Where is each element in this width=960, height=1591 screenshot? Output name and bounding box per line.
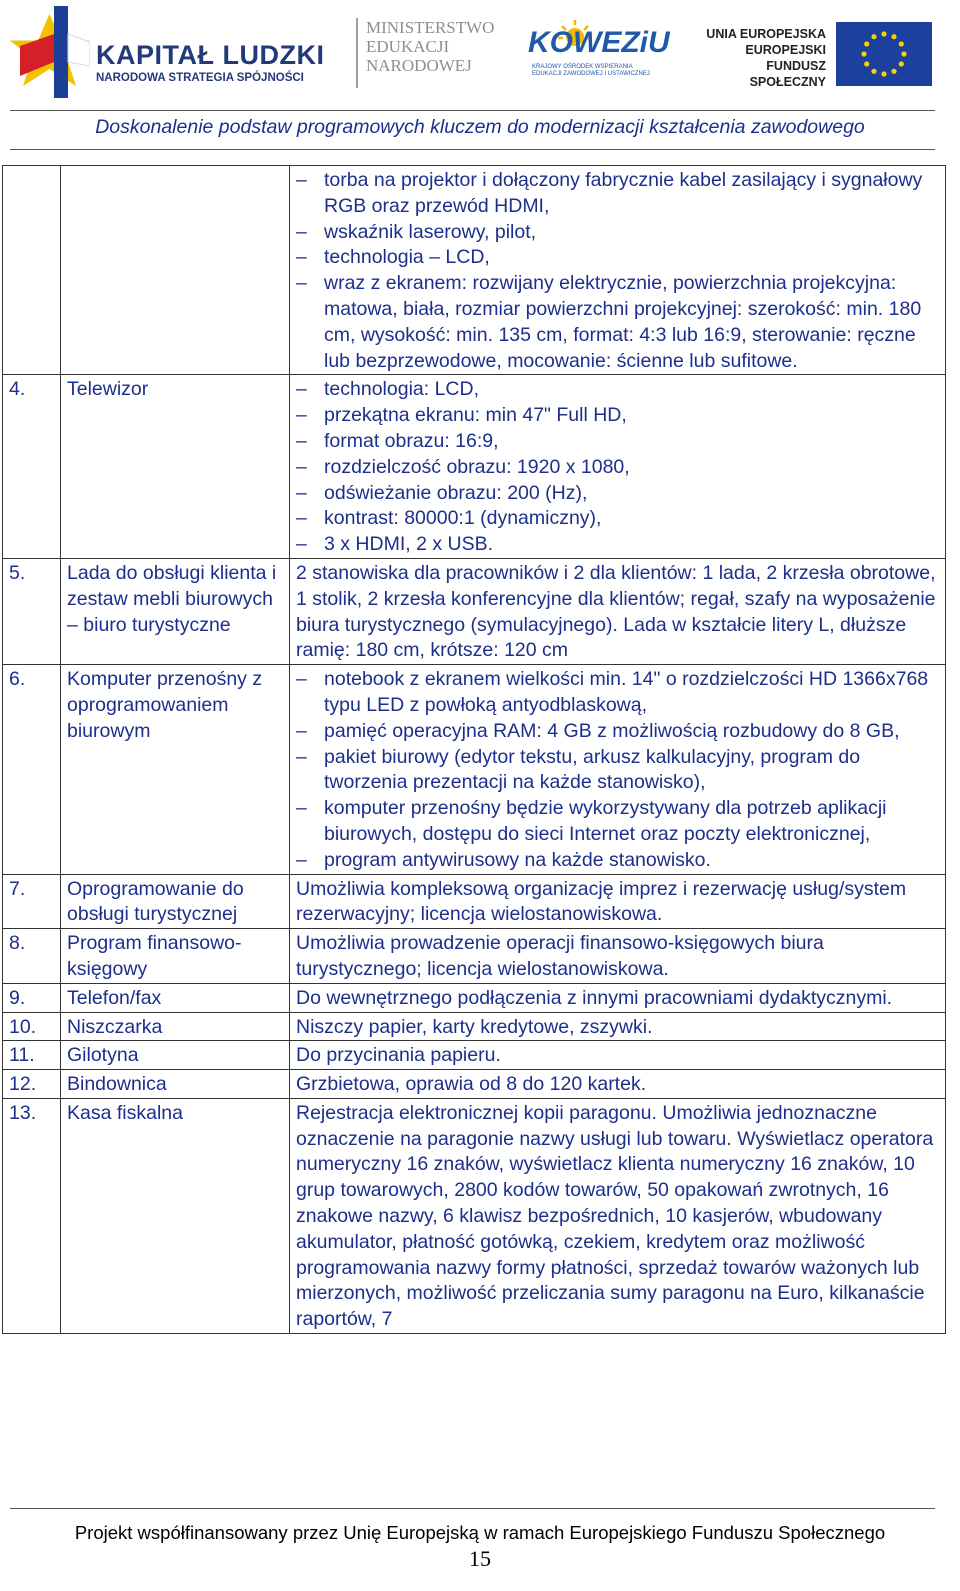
row-description: Rejestracja elektronicznej kopii paragonu. Umożliwia jednoznaczne oznaczenie na paragonie nazwy usługi lub towaru. Wyświetlacz operatora numeryczny 16 znaków, wyświetlacz klienta numeryczny 16 znaków, 10 grup towarowych, 2800 kodów towarów, 50 opakowań zwrotnych, 16 znakowe nazwy, 6 klawisz bezpośrednich, 10 kasjerów, wbudowany akumulator, płatność gotówką, czekiem, kredytem oraz możliwość programowania nazwy formy płatności, sprzedaż towarów ważonych lub mierzonych, możliwość przeliczania sumy paragonu na Euro, kilkanaście raportów, 7: [290, 1098, 946, 1333]
men-logo-line: NARODOWEJ: [366, 56, 472, 75]
row-number: 10.: [3, 1012, 61, 1041]
list-item: – rozdzielczość obrazu: 1920 x 1080,: [296, 455, 939, 481]
list-item: – kontrast: 80000:1 (dynamiczny),: [296, 506, 939, 532]
row-description: Do wewnętrznego podłączenia z innymi pracowniami dydaktycznymi.: [290, 983, 946, 1012]
row-description: [290, 375, 946, 559]
row-name: Komputer przenośny z oprogramowaniem biurowym: [61, 665, 290, 874]
row-name: Kasa fiskalna: [61, 1098, 290, 1333]
eu-logo-line: FUNDUSZ SPOŁECZNY: [749, 59, 826, 89]
list-item: – pakiet biurowy (edytor tekstu, arkusz kalkulacyjny, program do tworzenia prezentacji na każde stanowisko),: [296, 745, 939, 797]
list-item: – 3 x HDMI, 2 x USB.: [296, 532, 939, 558]
row-name: Lada do obsługi klienta i zestaw mebli biurowych – biuro turystyczne: [61, 558, 290, 664]
list-item: – komputer przenośny będzie wykorzystywany dla potrzeb aplikacji biurowych, dostępu do sieci Internet oraz poczty elektronicznej,: [296, 796, 939, 848]
list-item: – wskaźnik laserowy, pilot,: [296, 220, 939, 246]
kapital-ludzki-star-icon: [10, 6, 90, 102]
row-name: Gilotyna: [61, 1041, 290, 1070]
row-number: [3, 166, 61, 375]
page-header-title: Doskonalenie podstaw programowych kluczem do modernizacji kształcenia zawodowego: [95, 116, 865, 138]
row-name: Program finansowo-księgowy: [61, 929, 290, 984]
kapital-ludzki-subtitle: NARODOWA STRATEGIA SPÓJNOŚCI: [96, 72, 304, 84]
eu-flag-icon: [836, 22, 932, 86]
header-divider: [10, 110, 935, 111]
row-number: 7.: [3, 874, 61, 929]
equipment-table: [2, 165, 946, 1334]
list-item: – notebook z ekranem wielkości min. 14" o rozdzielczości HD 1366x768 typu LED z powłoką antyodblaskową,: [296, 667, 939, 719]
footer-text: Projekt współfinansowany przez Unię Europejską w ramach Europejskiego Funduszu Społecznego: [74, 1522, 886, 1543]
kowezu-logo: [528, 20, 670, 84]
row-number: 12.: [3, 1070, 61, 1099]
list-item: – program antywirusowy na każde stanowisko.: [296, 848, 939, 874]
row-description: Niszczy papier, karty kredytowe, zszywki.: [290, 1012, 946, 1041]
list-item: – torba na projektor i dołączony fabrycznie kabel zasilający i sygnałowy RGB oraz przewód HDMI,: [296, 168, 939, 220]
row-number: 8.: [3, 929, 61, 984]
row-name: Oprogramowanie do obsługi turystycznej: [61, 874, 290, 929]
table-row: [3, 665, 946, 874]
list-item: – wraz z ekranem: rozwijany elektrycznie, powierzchnia projekcyjna: matowa, biała, rozmiar powierzchni projekcyjnej: szerokość: min. 180 cm, wysokość: min. 135 cm, format: 4:3 lub 16:9, sterowanie: ręczne lub bezprzewodowe, mocowanie: ścienne lub sufitowe.: [296, 271, 939, 374]
men-logo: [356, 18, 516, 88]
table-row: [3, 874, 946, 929]
row-name: Telewizor: [61, 375, 290, 559]
table-row: [3, 1012, 946, 1041]
header-divider: [10, 149, 935, 150]
men-logo-line: MINISTERSTWO: [366, 18, 495, 37]
row-description: [290, 665, 946, 874]
footer-divider: [10, 1508, 935, 1509]
row-number: 5.: [3, 558, 61, 664]
table-row: [3, 1070, 946, 1099]
row-name: Telefon/fax: [61, 983, 290, 1012]
eu-logo: [700, 18, 940, 88]
list-item: – przekątna ekranu: min 47" Full HD,: [296, 403, 939, 429]
row-number: 4.: [3, 375, 61, 559]
list-item: – pamięć operacyjna RAM: 4 GB z możliwością rozbudowy do 8 GB,: [296, 719, 939, 745]
row-number: 13.: [3, 1098, 61, 1333]
row-description: Umożliwia prowadzenie operacji finansowo-księgowych biura turystycznego; licencja wielostanowiskowa.: [290, 929, 946, 984]
men-logo-line: EDUKACJI: [366, 37, 450, 56]
row-description: Umożliwia kompleksową organizację imprez i rezerwację usług/system rezerwacyjny; licencja wielostanowiskowa.: [290, 874, 946, 929]
row-name: Niszczarka: [61, 1012, 290, 1041]
row-number: 11.: [3, 1041, 61, 1070]
kapital-ludzki-title: KAPITAŁ LUDZKI: [96, 40, 325, 70]
list-item: – technologia: LCD,: [296, 377, 939, 403]
row-description: [290, 166, 946, 375]
row-name: [61, 166, 290, 375]
kowezu-subtitle: KRAJOWY OŚRODEK WSPIERANIA EDUKACJI ZAWODOWEJ I USTAWICZNEJ: [532, 64, 650, 77]
kapital-ludzki-logo: [10, 6, 325, 102]
list-item: – technologia – LCD,: [296, 245, 939, 271]
table-row: [3, 1041, 946, 1070]
list-item: – format obrazu: 16:9,: [296, 429, 939, 455]
table-row: [3, 1098, 946, 1333]
row-number: 9.: [3, 983, 61, 1012]
table-row: [3, 558, 946, 664]
header-logos: [0, 0, 960, 110]
page-number: 15: [469, 1546, 491, 1571]
row-description: Do przycinania papieru.: [290, 1041, 946, 1070]
table-row: [3, 929, 946, 984]
table-row: [3, 166, 946, 375]
row-name: Bindownica: [61, 1070, 290, 1099]
table-row: [3, 983, 946, 1012]
table-row: [3, 375, 946, 559]
list-item: – odświeżanie obrazu: 200 (Hz),: [296, 481, 939, 507]
kowezu-name: KOWEZiU: [528, 26, 670, 59]
row-number: 6.: [3, 665, 61, 874]
eu-logo-line: UNIA EUROPEJSKA: [706, 27, 826, 41]
eu-logo-text: [702, 26, 826, 90]
row-description: Grzbietowa, oprawia od 8 do 120 kartek.: [290, 1070, 946, 1099]
eu-logo-line: EUROPEJSKI: [745, 43, 826, 57]
row-description: 2 stanowiska dla pracowników i 2 dla klientów: 1 lada, 2 krzesła obrotowe, 1 stolik, 2 krzesła konferencyjne dla klientów; regał, szafy na wyposażenie biura turystycznego (symulacyjnego). Lada w kształcie litery L, dłuższe ramię: 180 cm, krótsze: 120 cm: [290, 558, 946, 664]
